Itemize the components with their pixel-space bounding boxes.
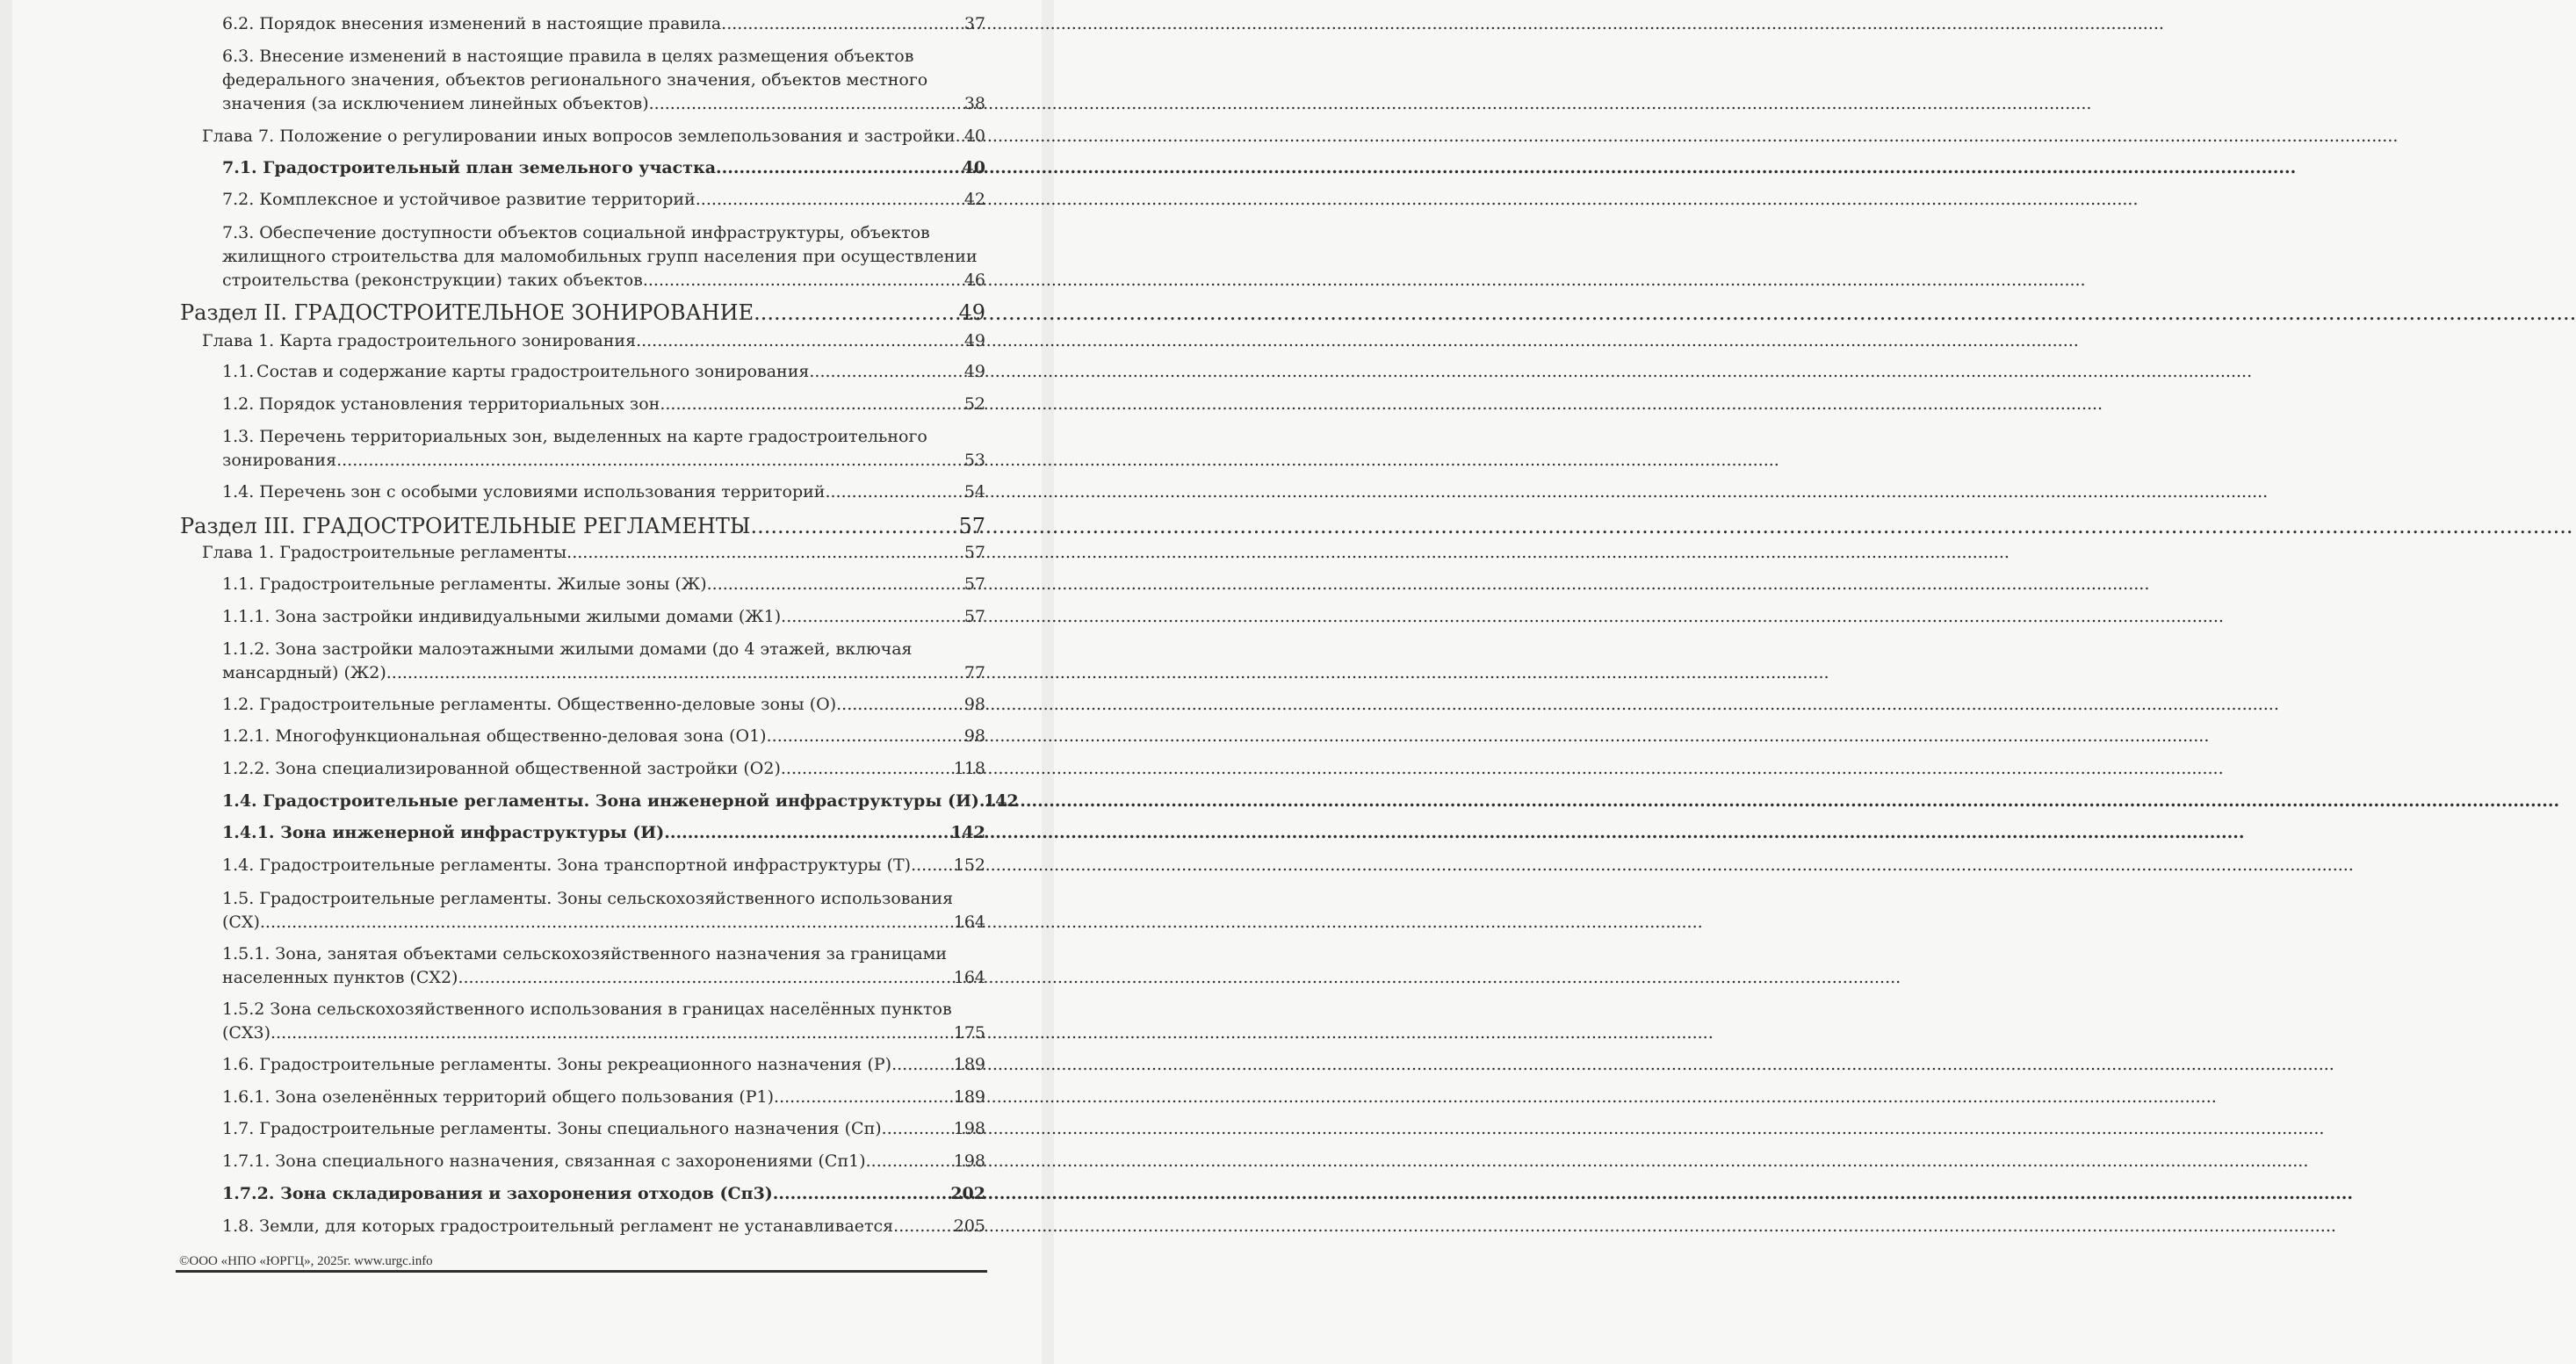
page-number: 142	[983, 791, 1019, 811]
toc-entry-title: Глава 7. Положение о регулировании иных вопросов землепользования и застройки	[202, 126, 956, 146]
toc-entry-line	[222, 854, 985, 877]
toc-entry-number: 1.1.	[222, 362, 255, 381]
toc-entry-title: значения (за исключением линейных объектов)	[222, 94, 649, 113]
toc-entry-line	[222, 1021, 985, 1044]
page-number: 118	[953, 759, 985, 778]
toc-entry-line	[222, 757, 985, 780]
toc-entry	[222, 1117, 985, 1140]
page-number: 98	[963, 726, 985, 746]
toc-entry	[222, 757, 985, 780]
toc-entry	[222, 605, 985, 628]
toc-entry-title: (СХ3)	[222, 1023, 271, 1043]
toc-entry-line	[222, 1086, 985, 1108]
toc-entry-title: Раздел II. ГРАДОСТРОИТЕЛЬНОЕ ЗОНИРОВАНИЕ	[180, 300, 754, 325]
dot-leader	[825, 480, 963, 503]
page-number: 49	[963, 331, 985, 350]
page-number: 202	[950, 1184, 985, 1203]
toc-entry-title: 1.6.1. Зона озеленённых территорий общего пользования (Р1)	[222, 1087, 775, 1107]
dot-leader	[809, 360, 963, 383]
toc-entry	[222, 942, 985, 989]
dot-leader	[750, 513, 957, 539]
toc-entry-title: 1.2.1. Многофункциональная общественно-деловая зона (О1)	[222, 726, 767, 746]
page-number: 40	[963, 126, 985, 146]
page-number: 98	[963, 695, 985, 714]
toc-entry-title: населенных пунктов (СХ2)	[222, 968, 458, 987]
toc-entry-line	[222, 942, 985, 965]
page-number: 164	[953, 913, 985, 932]
page-number: 54	[963, 482, 985, 502]
dot-leader	[893, 1215, 953, 1238]
toc-entry-line	[222, 393, 985, 415]
page-number: 57	[963, 543, 985, 562]
page-number: 57	[963, 607, 985, 626]
dot-leader	[707, 573, 963, 595]
dot-leader	[721, 12, 963, 35]
toc-entry-title: строительства (реконструкции) таких объектов	[222, 271, 643, 290]
toc-entry-line	[222, 92, 985, 115]
toc-entry-line	[222, 449, 985, 472]
toc-entry-title: федерального значения, объектов регионального значения, объектов местного	[222, 70, 928, 90]
dot-leader	[643, 269, 963, 292]
toc-entry	[222, 360, 985, 383]
toc-entry-line	[222, 790, 1019, 812]
page-number: 205	[953, 1216, 985, 1236]
toc-entry	[222, 188, 985, 211]
toc-entry-line	[222, 69, 985, 91]
page-number: 175	[953, 1023, 985, 1043]
toc-entry-line	[222, 821, 985, 844]
page-number: 49	[963, 362, 985, 381]
page-number: 198	[953, 1119, 985, 1138]
toc-entry	[222, 1053, 985, 1076]
page-number: 37	[963, 14, 985, 33]
dot-leader	[716, 156, 962, 179]
toc-entry	[222, 221, 985, 292]
dot-leader	[866, 1150, 953, 1173]
toc-entry-line	[222, 661, 985, 684]
page-number: 42	[963, 190, 985, 209]
toc-entry-title: 1.6. Градостроительные регламенты. Зоны рекреационного назначения (Р)	[222, 1055, 892, 1074]
page-number: 164	[953, 968, 985, 987]
toc-entry-line	[222, 998, 985, 1021]
toc-entry-line	[222, 887, 985, 910]
toc-entry	[222, 573, 985, 595]
toc-entry-line	[222, 360, 985, 383]
toc-entry-line	[180, 300, 985, 326]
toc-entry-line	[180, 513, 985, 539]
toc-entry-number: 1.2.	[222, 394, 255, 414]
toc-entry	[222, 790, 1019, 812]
page-number: 53	[963, 451, 985, 470]
toc-entry	[222, 998, 985, 1044]
toc-entry	[222, 1215, 985, 1238]
toc-entry-title: 1.1. Градостроительные регламенты. Жилые зоны (Ж)	[222, 574, 707, 594]
page-number: 77	[963, 663, 985, 682]
page-number: 142	[950, 823, 985, 842]
dot-leader	[767, 725, 963, 747]
dot-leader	[636, 329, 963, 352]
toc-entry-title: 1.4. Перечень зон с особыми условиями использования территорий	[222, 482, 826, 502]
toc-entry-title: 1.1.2. Зона застройки малоэтажными жилыми домами (до 4 этажей, включая	[222, 639, 913, 659]
page-number: 198	[953, 1151, 985, 1171]
toc-entry-line	[202, 125, 985, 148]
toc-entry-line	[222, 911, 985, 934]
toc-entry-line	[202, 329, 985, 352]
toc-entry-line	[222, 1117, 985, 1140]
toc-entry-title: 1.7.2. Зона складирования и захоронения отходов (Сп3)	[222, 1184, 773, 1203]
footer-rule	[176, 1270, 987, 1273]
toc-entry-title: 1.3. Перечень территориальных зон, выделенных на карте градостроительного	[222, 427, 927, 446]
toc-entry-title: 1.7. Градостроительные регламенты. Зоны специального назначения (Сп)	[222, 1119, 882, 1138]
dot-leader	[773, 1182, 950, 1205]
toc-entry-line	[222, 1215, 985, 1238]
toc-entry-line	[222, 45, 985, 68]
toc-entry	[222, 725, 985, 747]
toc-entry-title: зонирования	[222, 451, 337, 470]
dot-leader	[836, 693, 963, 716]
toc-entry-line	[222, 1053, 985, 1076]
toc-entry-title: 1.7.1. Зона специального назначения, связанная с захоронениями (Сп1)	[222, 1151, 866, 1171]
toc-entry-title: 1.4. Градостроительные регламенты. Зона транспортной инфраструктуры (Т)	[222, 855, 912, 875]
page-number: 57	[963, 574, 985, 594]
dot-leader	[649, 92, 963, 115]
toc-entry-title: 6.3. Внесение изменений в настоящие правила в целях размещения объектов	[222, 47, 914, 66]
toc-entry-title: 6.2. Порядок внесения изменений в настоящие правила	[222, 14, 722, 33]
dot-leader	[664, 821, 949, 844]
toc-entry	[202, 329, 985, 352]
page-number: 57	[958, 514, 985, 538]
page-number: 46	[963, 271, 985, 290]
toc-entry	[222, 887, 985, 934]
toc-entry-line	[222, 725, 985, 747]
toc-entry-title: 1.5.1. Зона, занятая объектами сельскохозяйственного назначения за границами	[222, 944, 948, 963]
toc-entry-line	[222, 573, 985, 595]
toc-entry-title: 1.4. Градостроительные регламенты. Зона инженерной инфраструктуры (И)	[222, 791, 979, 811]
dot-leader	[386, 661, 963, 684]
toc-entry-title: Глава 1. Карта градостроительного зонирования	[202, 331, 637, 350]
toc-entry-line	[222, 480, 985, 503]
toc-entry-line	[222, 638, 985, 660]
toc-entry-title: Порядок установления территориальных зон	[258, 394, 660, 414]
toc-entry	[222, 1086, 985, 1108]
page-footer: ©ООО «НПО «ЮРГЦ», 2025г. www.urgc.info	[179, 1254, 433, 1268]
toc-entry-title: 7.2. Комплексное и устойчивое развитие территорий	[222, 190, 696, 209]
toc-entry-title: 1.2.2. Зона специализированной общественной застройки (О2)	[222, 759, 781, 778]
toc-entry-line	[222, 605, 985, 628]
dot-leader	[754, 300, 957, 326]
toc-entry-line	[222, 966, 985, 989]
dot-leader	[956, 125, 963, 148]
dot-leader	[660, 393, 963, 415]
page-number: 49	[958, 300, 985, 325]
toc-entry	[202, 125, 985, 148]
toc-entry-line	[222, 188, 985, 211]
toc-entry	[222, 638, 985, 684]
toc-entry-line	[222, 156, 985, 179]
dot-leader	[260, 911, 953, 934]
toc-entry	[180, 513, 985, 539]
toc-entry-title: Раздел III. ГРАДОСТРОИТЕЛЬНЫЕ РЕГЛАМЕНТЫ	[180, 514, 751, 538]
toc-entry-title: 1.8. Земли, для которых градостроительный регламент не устанавливается	[222, 1216, 894, 1236]
toc-entry	[222, 12, 985, 35]
toc-entry-title: Состав и содержание карты градостроительного зонирования	[256, 362, 810, 381]
toc-entry-title: Глава 1. Градостроительные регламенты	[202, 543, 567, 562]
toc-entry-title: 7.3. Обеспечение доступности объектов социальной инфраструктуры, объектов	[222, 223, 930, 242]
toc-entry	[222, 693, 985, 716]
toc-entry	[222, 854, 985, 877]
dot-leader	[566, 541, 963, 564]
toc-entry-title: (СХ)	[222, 913, 260, 932]
dot-leader	[696, 188, 963, 211]
toc-entry-line	[222, 1150, 985, 1173]
page-number: 152	[953, 855, 985, 875]
toc-entry	[222, 480, 985, 503]
dot-leader	[781, 605, 963, 628]
toc-entry-title: 1.5. Градостроительные регламенты. Зоны сельскохозяйственного использования	[222, 889, 954, 908]
toc-entry	[222, 425, 985, 472]
page-number: 189	[953, 1087, 985, 1107]
dot-leader	[911, 854, 953, 877]
toc-entry-line	[222, 12, 985, 35]
dot-leader	[774, 1086, 953, 1108]
dot-leader	[891, 1053, 953, 1076]
toc-entry-title: 7.1. Градостроительный план земельного участка	[222, 158, 717, 177]
dot-leader	[882, 1117, 953, 1140]
dot-leader	[336, 449, 963, 472]
toc-entry	[222, 393, 985, 415]
page-number: 189	[953, 1055, 985, 1074]
toc-entry	[222, 821, 985, 844]
toc-entry-line	[222, 425, 985, 448]
toc-entry-title: 1.4.1. Зона инженерной инфраструктуры (И)	[222, 823, 665, 842]
dot-leader	[271, 1021, 953, 1044]
toc-entry-line	[222, 269, 985, 292]
dot-leader	[458, 966, 952, 989]
toc-entry-title: 1.2. Градостроительные регламенты. Общественно-деловые зоны (О)	[222, 695, 837, 714]
toc-entry	[202, 541, 985, 564]
table-of-contents	[0, 0, 1054, 1364]
toc-entry-title: 1.1.1. Зона застройки индивидуальными жилыми домами (Ж1)	[222, 607, 782, 626]
toc-entry-title: 1.5.2 Зона сельскохозяйственного использования в границах населённых пунктов	[222, 1000, 952, 1019]
toc-entry-line	[222, 221, 985, 244]
page-number: 40	[962, 158, 985, 177]
toc-entry	[222, 45, 985, 115]
toc-entry	[222, 156, 985, 179]
toc-entry	[222, 1150, 985, 1173]
toc-entry-line	[222, 245, 985, 268]
toc-entry	[180, 300, 985, 326]
page-number: 52	[963, 394, 985, 414]
toc-entry	[222, 1182, 985, 1205]
page-number: 38	[963, 94, 985, 113]
toc-entry-line	[202, 541, 985, 564]
toc-entry-line	[222, 693, 985, 716]
toc-entry-title: жилищного строительства для маломобильных групп населения при осуществлении	[222, 247, 978, 266]
dot-leader	[781, 757, 953, 780]
toc-entry-title: мансардный) (Ж2)	[222, 663, 386, 682]
toc-entry-line	[222, 1182, 985, 1205]
